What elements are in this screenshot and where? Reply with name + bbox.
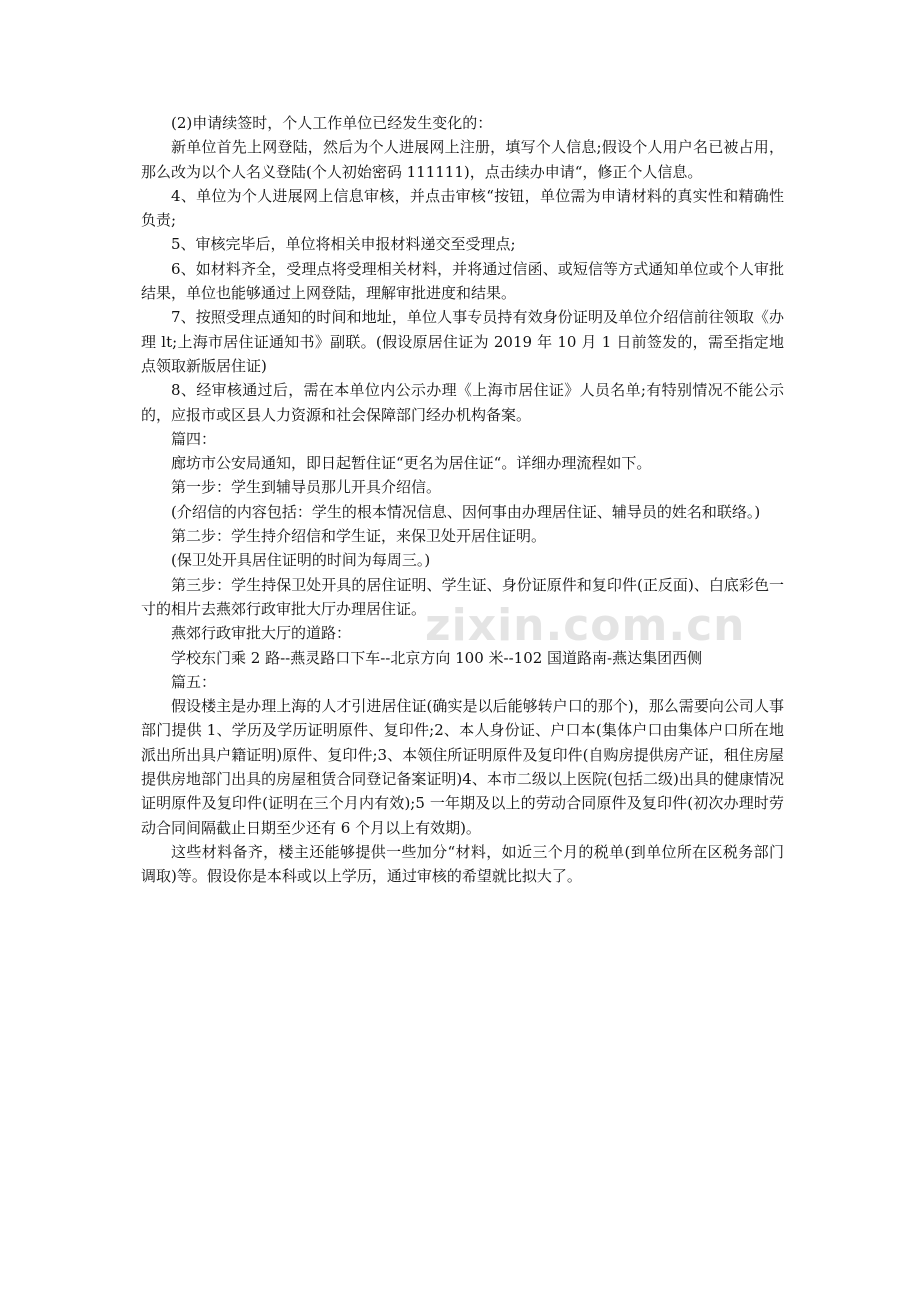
document-body [141,111,784,889]
paragraph-step-8: 8、经审核通过后，需在本单位内公示办理《上海市居住证》人员名单;有特别情况不能公示的，应报市或区县人力资源和社会保障部门经办机构备案。 [141,381,784,424]
paragraph-extra-materials: 这些材料备齐，楼主还能够提供一些加分“材料，如近三个月的税单(到单位所在区税务部门调取)等。假设你是本科或以上学历，通过审核的希望就比拟大了。 [141,842,784,886]
paragraph-step-4: 4、单位为个人进展网上信息审核，并点击审核“按钮，单位需为申请材料的真实性和精确性负责; [141,186,784,230]
paragraph-new-unit-login: 新单位首先上网登陆，然后为个人进展网上注册，填写个人信息;假设个人用户名已被占用，那么改为以个人名义登陆(个人初始密码 111111)，点击续办申请“，修正个人信息。 [141,138,784,181]
paragraph-second-step: 第二步：学生持介绍信和学生证，来保卫处开居住证明。 [171,527,547,546]
watermark: zixin.com.cn [425,600,746,651]
paragraph-step-7: 7、按照受理点通知的时间和地址，单位人事专员持有效身份证明及单位介绍信前往领取《办理 lt;上海市居住证通知书》副联。(假设原居住证为 2019 年 10 月 1 日前签发的，需至指定地点领取新版居住证) [141,308,784,375]
section-heading-5: 篇五： [171,672,217,691]
paragraph-route: 学校东门乘 2 路--燕灵路口下车--北京方向 100 米--102 国道路南-燕达集团西侧 [171,648,703,667]
paragraph-route-heading: 燕郊行政审批大厅的道路： [171,624,352,643]
paragraph-renewal-change: (2)申请续签时，个人工作单位已经发生变化的： [171,114,493,132]
paragraph-langfang-notice: 廊坊市公安局通知，即日起暂住证“更名为居住证“。详细办理流程如下。 [171,454,652,473]
paragraph-letter-contents: (介绍信的内容包括：学生的根本情况信息、因何事由办理居住证、辅导员的姓名和联络。) [171,502,761,521]
paragraph-step-6: 6、如材料齐全，受理点将受理相关材料，并将通过信函、或短信等方式通知单位或个人审批结果，单位也能够通过上网登陆，理解审批进度和结果。 [141,259,784,303]
paragraph-talent-residence: 假设楼主是办理上海的人才引进居住证(确实是以后能够转户口的那个)，那么需要向公司人事部门提供 1、学历及学历证明原件、复印件;2、本人身份证、户口本(集体户口由集体户口所在地派出所出具户籍证明)原件、复印件;3、本领住所证明原件及复印件(自购房提供房产证，租住房屋提供房地部门出具的房屋租赁合同登记备案证明)4、本市二级以上医院(包括二级)出具的健康情况证明原件及复印件(证明在三个月内有效);5 一年期及以上的劳动合同原件及复印件(初次办理时劳动合同间隔截止日期至少还有 6 个月以上有效期)。 [141,697,784,837]
paragraph-security-time: (保卫处开具居住证明的时间为每周三。) [171,551,431,570]
section-heading-4: 篇四： [171,429,217,448]
paragraph-first-step: 第一步：学生到辅导员那儿开具介绍信。 [171,478,442,497]
paragraph-third-step: 第三步：学生持保卫处开具的居住证明、学生证、身份证原件和复印件(正反面)、白底彩色一寸的相片去燕郊行政审批大厅办理居住证。 [141,575,784,618]
paragraph-step-5: 5、审核完毕后，单位将相关申报材料递交至受理点; [171,235,516,254]
